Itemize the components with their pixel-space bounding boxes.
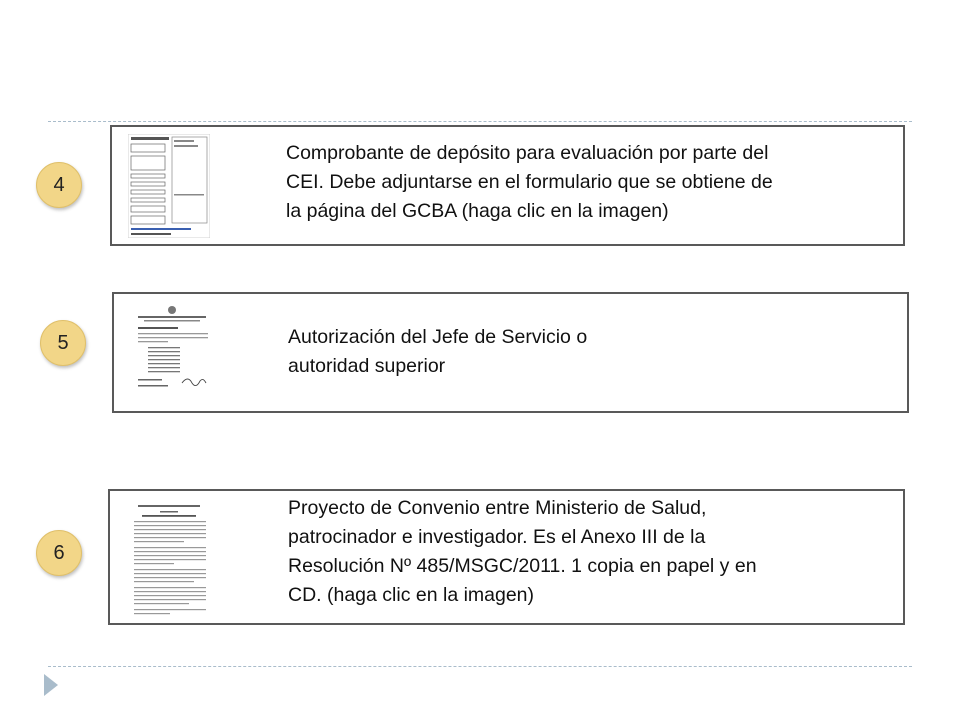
top-divider [48,121,912,122]
step-number-label: 6 [53,541,65,564]
description-line: Comprobante de depósito para evaluación por parte del [286,142,769,164]
next-slide-arrow-icon[interactable] [44,674,58,696]
bottom-divider [48,666,912,667]
item-description [286,139,906,226]
item-card-agreement [108,489,905,625]
step-number-4 [36,162,82,208]
step-number-label: 4 [53,173,65,196]
description-line: Resolución Nº 485/MSGC/2011. 1 copia en papel y en [288,555,757,577]
agreement-document-thumbnail-link[interactable] [128,499,210,619]
item-description [288,323,888,381]
authorization-letter-thumbnail[interactable] [132,303,214,403]
description-line: autoridad superior [288,355,446,377]
description-line: CD. (haga clic en la imagen) [288,584,535,606]
deposit-form-thumbnail-link[interactable] [128,134,210,238]
item-description [288,494,888,610]
description-line: CEI. Debe adjuntarse en el formulario que se obtiene de [286,171,773,193]
description-line: la página del GCBA (haga clic en la imagen) [286,200,669,222]
step-number-5 [40,320,86,366]
step-number-6 [36,530,82,576]
description-line: Proyecto de Convenio entre Ministerio de Salud, [288,497,707,519]
step-number-label: 5 [57,331,69,354]
description-line: Autorización del Jefe de Servicio o [288,326,588,348]
description-line: patrocinador e investigador. Es el Anexo III de la [288,526,706,548]
item-card-authorization [112,292,909,413]
item-card-deposit [110,125,905,246]
